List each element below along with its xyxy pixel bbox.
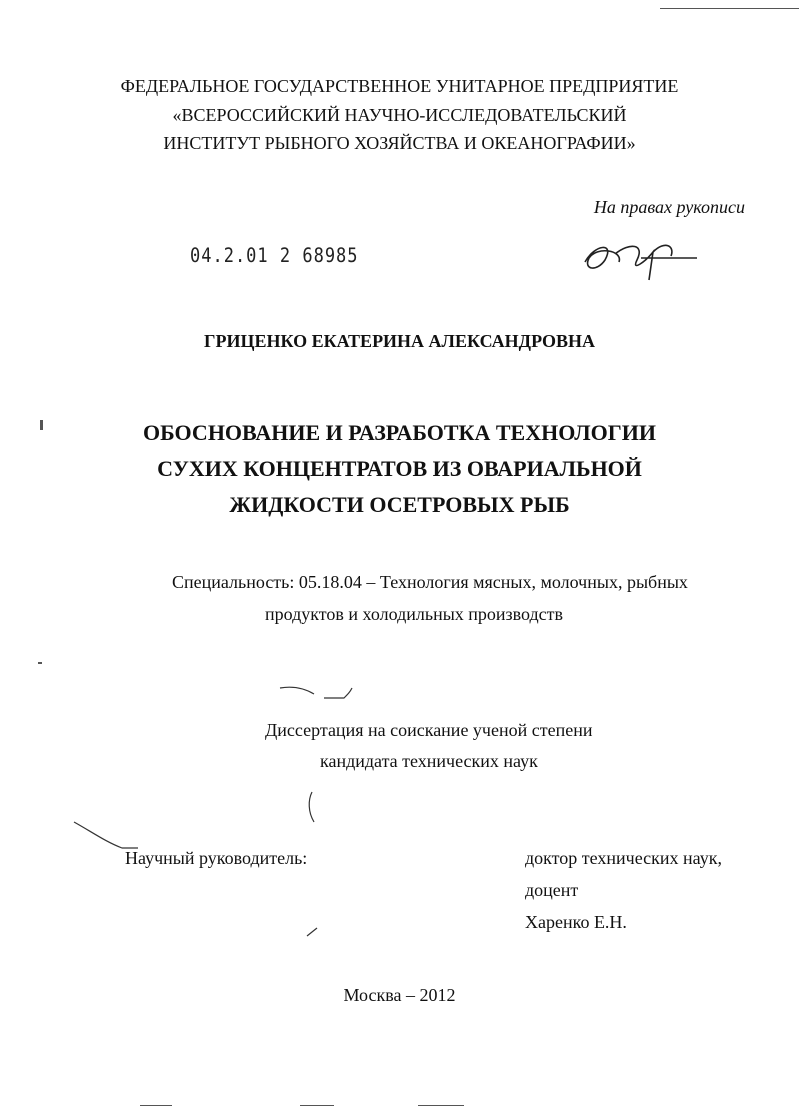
scan-artifact (38, 662, 42, 664)
organization-line-1: ФЕДЕРАЛЬНОЕ ГОСУДАРСТВЕННОЕ УНИТАРНОЕ ПРЕДПРИЯТИЕ (120, 76, 679, 96)
scan-artifact (140, 1105, 172, 1106)
rights-note: На правах рукописи (593, 197, 745, 217)
pen-mark (278, 682, 368, 706)
pen-mark (305, 926, 319, 938)
place-year: Москва – 2012 (343, 985, 456, 1005)
scan-artifact (418, 1105, 464, 1106)
author-name: ГРИЦЕНКО ЕКАТЕРИНА АЛЕКСАНДРОВНА (204, 331, 595, 351)
supervisor-rank: доцент (525, 880, 579, 900)
supervisor-name: Харенко Е.Н. (525, 912, 627, 932)
specialty-line-2: продуктов и холодильных производств (265, 604, 564, 624)
supervisor-label: Научный руководитель: (125, 848, 308, 868)
organization-line-2: «ВСЕРОССИЙСКИЙ НАУЧНО-ИССЛЕДОВАТЕЛЬСКИЙ (172, 105, 627, 125)
title-line-1: ОБОСНОВАНИЕ И РАЗРАБОТКА ТЕХНОЛОГИИ (143, 420, 656, 445)
pen-mark (304, 790, 318, 826)
scan-artifact (660, 8, 799, 9)
organization-line-3: ИНСТИТУТ РЫБНОГО ХОЗЯЙСТВА И ОКЕАНОГРАФИИ» (163, 133, 636, 153)
registration-stamp: 04.2.01 2 68985 (190, 244, 359, 268)
title-line-3: ЖИДКОСТИ ОСЕТРОВЫХ РЫБ (229, 492, 570, 517)
dissertation-line-1: Диссертация на соискание ученой степени (265, 720, 593, 740)
title-line-2: СУХИХ КОНЦЕНТРАТОВ ИЗ ОВАРИАЛЬНОЙ (157, 456, 642, 481)
scan-artifact (300, 1105, 334, 1106)
specialty-line-1: Специальность: 05.18.04 – Технология мясных, молочных, рыбных (172, 572, 688, 592)
supervisor-degree: доктор технических наук, (525, 848, 722, 868)
signature-mark (575, 232, 705, 292)
dissertation-line-2: кандидата технических наук (320, 751, 538, 771)
